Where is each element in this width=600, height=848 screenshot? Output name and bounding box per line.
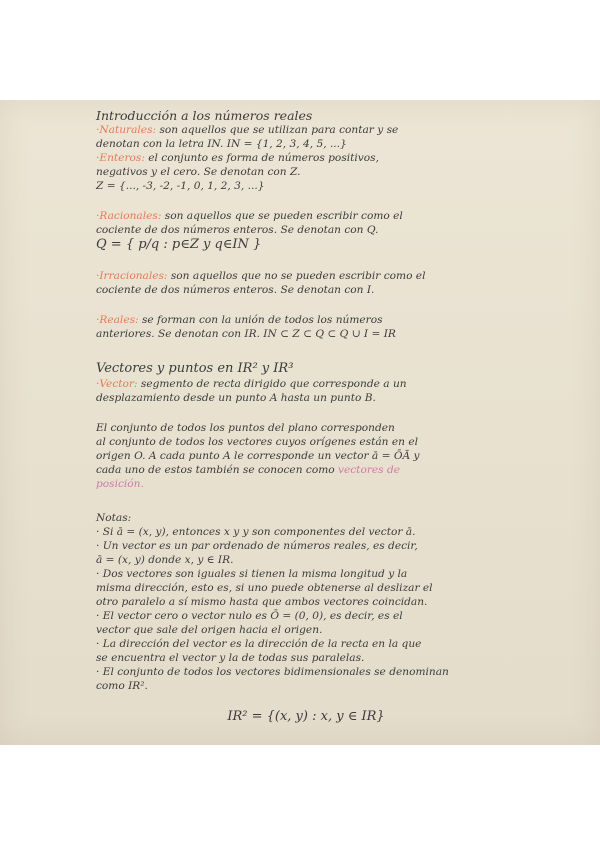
irracionales-line-2: cociente de dos números enteros. Se denotan con I. xyxy=(96,284,375,296)
naturales-text: son aquellos que se utilizan para contar y se xyxy=(156,124,399,136)
nota-line-6: otro paralelo a sí mismo hasta que ambos vectores coincidan. xyxy=(96,596,428,608)
conjunto-line-3: origen O. A cada punto A le corresponde un vector ā = ŌĀ y xyxy=(96,450,420,462)
enteros-text: el conjunto es forma de números positivos, xyxy=(144,152,379,164)
racionales-text: son aquellos que se pueden escribir como el xyxy=(161,210,403,222)
enteros-label: ·Enteros: xyxy=(96,152,145,164)
conjunto-line-5: posición. xyxy=(96,478,144,490)
formula-r2: IR² = {(x, y) : x, y ∈ IR} xyxy=(227,709,385,724)
nota-line-1: · Si ā = (x, y), entonces x y y son componentes del vector ā. xyxy=(96,526,416,538)
vector-line-1 xyxy=(96,377,516,391)
conjunto-line-1: El conjunto de todos los puntos del plano corresponden xyxy=(96,422,395,434)
nota-line-9: · La dirección del vector es la dirección de la recta en la que xyxy=(96,638,422,650)
racionales-line-2: cociente de dos números enteros. Se denotan con Q. xyxy=(96,224,379,236)
nota-line-4: · Dos vectores son iguales si tienen la misma longitud y la xyxy=(96,568,408,580)
irracionales-line-1 xyxy=(96,269,516,283)
naturales-label: ·Naturales: xyxy=(96,124,157,136)
page-title: Introducción a los números reales xyxy=(96,108,313,123)
notas-heading: Notas: xyxy=(96,512,132,524)
nota-line-12: como IR². xyxy=(96,680,148,692)
conjunto-line-4 xyxy=(96,463,516,477)
nota-line-11: · El conjunto de todos los vectores bidimensionales se denominan xyxy=(96,666,449,678)
vectores-heading: Vectores y puntos en IR² y IR³ xyxy=(96,361,294,376)
conjunto-line-2: al conjunto de todos los vectores cuyos orígenes están en el xyxy=(96,436,418,448)
reales-line-1 xyxy=(96,313,516,327)
enteros-line-3: Z = {..., -3, -2, -1, 0, 1, 2, 3, ...} xyxy=(96,180,265,192)
enteros-line-1 xyxy=(96,151,516,165)
nota-line-7: · El vector cero o vector nulo es Ō = (0, 0), es decir, es el xyxy=(96,610,403,622)
nota-line-3: ā = (x, y) donde x, y ∈ IR. xyxy=(96,554,234,566)
naturales-line-1 xyxy=(96,123,516,137)
conjunto-text: cada uno de estos también se conocen como xyxy=(96,464,338,476)
reales-text: se forman con la unión de todos los números xyxy=(138,314,383,326)
reales-label: ·Reales: xyxy=(96,314,139,326)
racionales-line-1 xyxy=(96,209,516,223)
reales-line-2: anteriores. Se denotan con IR. IN ⊂ Z ⊂ Q ⊂ Q ∪ I = IR xyxy=(96,328,396,340)
racionales-label: ·Racionales: xyxy=(96,210,162,222)
vectores-posicion-term: vectores de xyxy=(338,464,401,476)
nota-line-5: misma dirección, esto es, si uno puede obtenerse al deslizar el xyxy=(96,582,433,594)
vector-text: segmento de recta dirigido que corresponde a un xyxy=(137,378,407,390)
vector-label: ·Vector: xyxy=(96,378,138,390)
nota-line-10: se encuentra el vector y la de todas sus paralelas. xyxy=(96,652,365,664)
nota-line-2: · Un vector es un par ordenado de números reales, es decir, xyxy=(96,540,418,552)
irracionales-label: ·Irracionales: xyxy=(96,270,168,282)
enteros-line-2: negativos y el cero. Se denotan con Z. xyxy=(96,166,301,178)
nota-line-8: vector que sale del origen hacia el origen. xyxy=(96,624,323,636)
irracionales-text: son aquellos que no se pueden escribir como el xyxy=(167,270,426,282)
racionales-line-3: Q = { p/q : p∈Z y q∈IN } xyxy=(96,237,262,252)
naturales-line-2: denotan con la letra IN. IN = {1, 2, 3, 4, 5, ...} xyxy=(96,138,347,150)
vector-line-2: desplazamiento desde un punto A hasta un punto B. xyxy=(96,392,376,404)
handwritten-notes xyxy=(96,108,516,725)
